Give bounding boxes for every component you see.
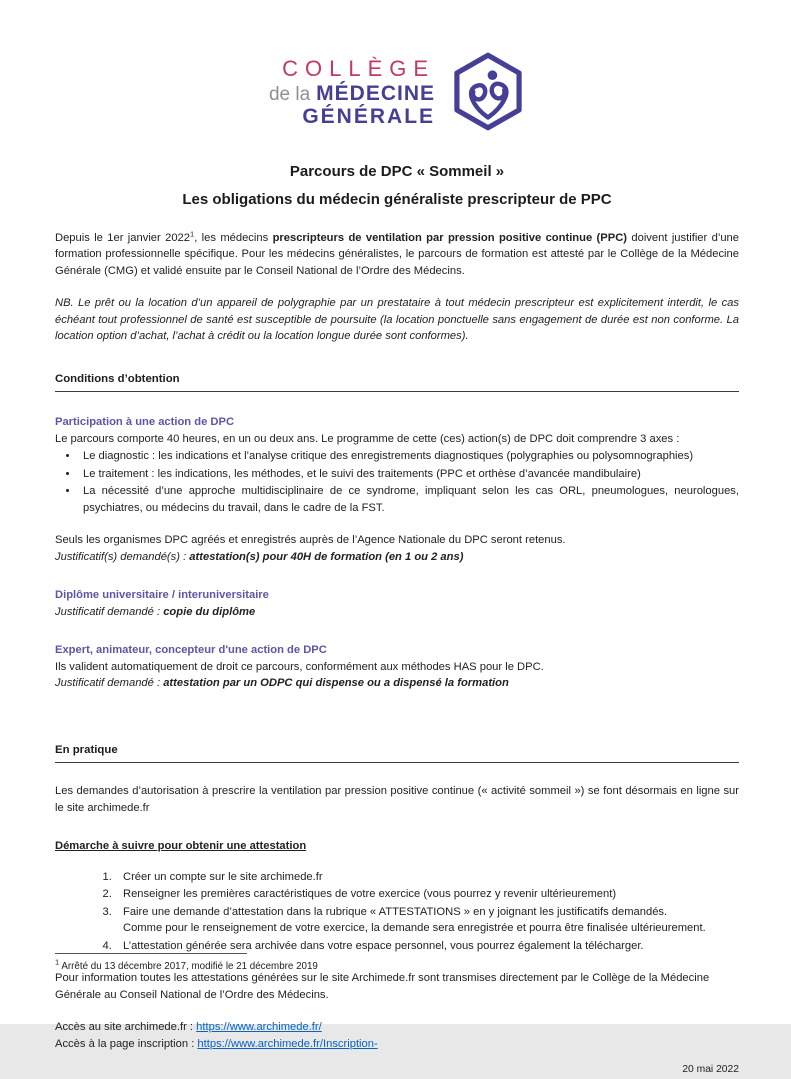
- step-text: L’attestation générée sera archivée dans votre espace personnel, vous pourrez également la télécharger.: [123, 939, 644, 952]
- page-title: [55, 158, 739, 214]
- attestation-steps-list: [55, 869, 739, 955]
- footnote-block: [55, 953, 739, 972]
- list-item: [79, 466, 739, 483]
- footnote-text: [55, 957, 739, 972]
- justificatif-value: attestation(s) pour 40H de formation (en 1 ou 2 ans): [189, 550, 464, 563]
- title-line-2: Les obligations du médecin généraliste prescripteur de PPC: [182, 190, 612, 208]
- cmg-logo-text: [269, 57, 435, 129]
- list-item: [79, 483, 739, 516]
- logo-dela-label: de la: [268, 83, 311, 105]
- document-date: 20 mai 2022: [682, 1064, 739, 1075]
- dpc-axes-list: [55, 448, 739, 516]
- footnote-marker: 1: [55, 957, 60, 967]
- list-item-text: Le traitement : les indications, les méthodes, et le suivi des traitements (PPC et orthèse d’avancée mandibulaire): [83, 467, 641, 480]
- step-continuation: Comme pour le renseignement de votre exercice, la demande sera enregistrée et pourra être finalisée ultérieurement.: [123, 922, 706, 934]
- footnote-ref: 1: [190, 228, 195, 238]
- inscription-access-line: [55, 1036, 739, 1053]
- list-item: [115, 938, 739, 955]
- justificatif-diplome: [55, 604, 739, 621]
- list-item: [115, 869, 739, 886]
- step-text: Renseigner les premières caractéristiques de votre exercice (vous pourrez y revenir ultérieurement): [123, 888, 617, 900]
- link-label: Accès à la page inscription :: [55, 1037, 198, 1050]
- cmg-logo: [55, 52, 739, 134]
- logo-medecine-label: MÉDECINE: [316, 81, 436, 105]
- list-item: [79, 448, 739, 465]
- participation-outro: Seuls les organismes DPC agréés et enregistrés auprès de l’Agence Nationale du DPC seront retenus.: [55, 534, 566, 546]
- subheading-participation: Participation à une action de DPC: [55, 416, 235, 428]
- archimede-site-link[interactable]: https://www.archimede.fr/: [196, 1021, 322, 1033]
- footnote-divider: [55, 953, 247, 954]
- list-item-text: Le diagnostic : les indications et l’analyse critique des enregistrements diagnostiques (polygraphies ou polysomnographies): [83, 450, 694, 462]
- justificatif-expert: [55, 675, 739, 692]
- footnote-content: Arrêté du 13 décembre 2017, modifié le 21 décembre 2019: [59, 961, 318, 972]
- info-paragraph: Pour information toutes les attestations générées sur le site Archimede.fr sont transmises directement par le Collège de la Médecine Générale au Conseil National de l’Ordre des Médecins.: [55, 972, 710, 1001]
- step-text: Créer un compte sur le site archimede.fr: [123, 870, 323, 883]
- title-line-1: Parcours de DPC « Sommeil »: [289, 163, 505, 180]
- list-item: [115, 904, 739, 937]
- logo-college-label: COLLÈGE: [282, 56, 436, 82]
- site-access-line: [55, 1019, 739, 1036]
- intro-text: Depuis le 1er janvier 2022: [55, 231, 191, 244]
- hexagon-heart-icon: [451, 52, 525, 134]
- justificatif-value: attestation par un ODPC qui dispense ou a dispensé la formation: [163, 677, 509, 689]
- logo-generale-label: GÉNÉRALE: [302, 105, 436, 129]
- participation-intro: Le parcours comporte 40 heures, en un ou deux ans. Le programme de cette (ces) action(s) de DPC doit comprendre 3 axes :: [55, 432, 680, 445]
- justificatif-value: copie du diplôme: [163, 605, 256, 618]
- logo-line2: [269, 82, 435, 106]
- link-label: Accès au site archimede.fr :: [55, 1021, 197, 1033]
- intro-paragraph: [55, 230, 739, 280]
- links-block: [55, 1019, 739, 1052]
- section-heading-conditions: Conditions d’obtention: [55, 371, 739, 393]
- archimede-inscription-link[interactable]: https://www.archimede.fr/Inscription-: [197, 1037, 378, 1050]
- justificatif-label: Justificatif(s) demandé(s) :: [55, 550, 190, 563]
- step-text: Faire une demande d’attestation dans la rubrique « ATTESTATIONS » en y joignant les justificatifs demandés.: [123, 905, 668, 918]
- subheading-diplome: Diplôme universitaire / interuniversitaire: [55, 589, 269, 601]
- expert-body: Ils valident automatiquement de droit ce parcours, conformément aux méthodes HAS pour le DPC.: [55, 660, 544, 673]
- list-item: [115, 886, 739, 903]
- nb-paragraph: NB. Le prêt ou la location d’un appareil de polygraphie par un prestataire à tout médecin prescripteur est explicitement interdit, le cas échéant tout professionnel de santé est susceptible de poursuite (la location ponctuelle sans engagement de durée est non conforme. La location option d’achat, l’achat à crédit ou la location longue durée sont conformes).: [55, 297, 739, 342]
- justificatif-label: Justificatif demandé :: [55, 605, 164, 618]
- justificatif-label: Justificatif demandé :: [55, 677, 164, 689]
- subheading-demarche: Démarche à suivre pour obtenir une attestation: [55, 840, 307, 852]
- justificatif-participation: [55, 549, 739, 566]
- subheading-expert: Expert, animateur, concepteur d'une action de DPC: [55, 644, 327, 656]
- intro-text: doivent justifier d’une formation professionnelle spécifique. Pour les médecins généralistes, le parcours de formation est attesté par le Collège de la Médecine Générale (CMG) et validé ensuite par le Conseil National de l’Ordre des Médecins.: [55, 231, 739, 277]
- section-heading-pratique: En pratique: [55, 742, 739, 764]
- list-item-text: La nécessité d’une approche multidisciplinaire de ce syndrome, impliquant selon les cas ORL, pneumologues, neurologues, psychiatres, ou médecins du travail, dans le cadre de la FST.: [83, 485, 739, 514]
- intro-text: , les médecins: [194, 231, 273, 244]
- intro-bold-text: prescripteurs de ventilation par pression positive continue (PPC): [272, 231, 628, 244]
- pratique-intro: Les demandes d’autorisation à prescrire la ventilation par pression positive continue (« activité sommeil ») se font désormais en ligne sur le site archimede.fr: [55, 785, 739, 814]
